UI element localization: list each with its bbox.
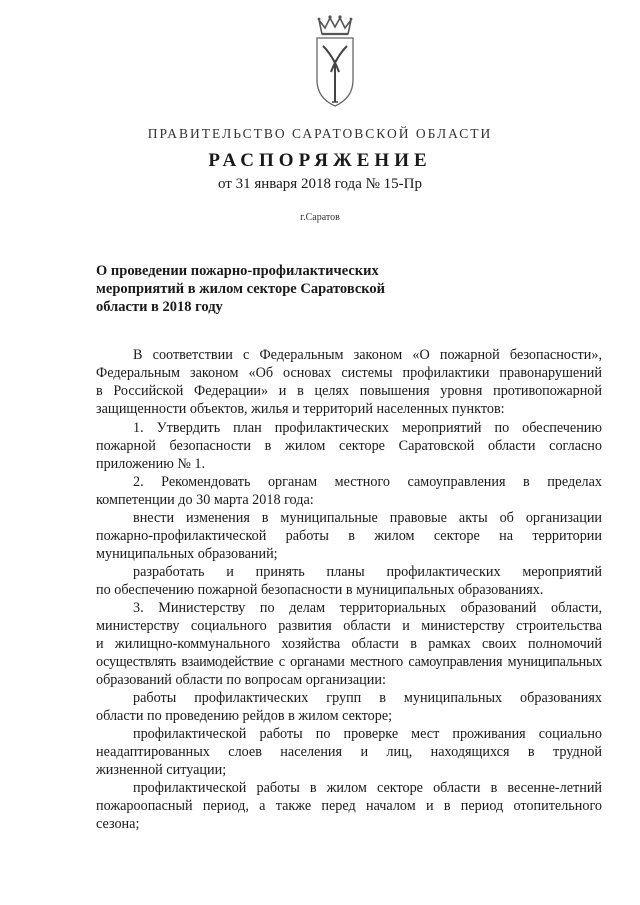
government-name: ПРАВИТЕЛЬСТВО САРАТОВСКОЙ ОБЛАСТИ <box>147 126 493 141</box>
body-line: разработать и принять планы профилактических мероприятий <box>133 564 602 580</box>
body-line: по обеспечению пожарной безопасности в муниципальных образованиях. <box>96 582 544 598</box>
body-line: сезона; <box>96 816 140 832</box>
body-line: образований области по вопросам организации: <box>96 672 386 688</box>
saratov-region-emblem-icon <box>303 10 367 110</box>
body-line: приложению № 1. <box>96 456 206 472</box>
body-line: внести изменения в муниципальные правовые акты об организации <box>133 510 602 526</box>
document-type: РАСПОРЯЖЕНИЕ <box>208 150 432 171</box>
body-line: области по проведению рейдов в жилом секторе; <box>96 708 393 724</box>
body-line: В соответствии с Федеральным законом «О пожарной безопасности», <box>133 347 602 363</box>
body-line: и жилищно-коммунального хозяйства области в рамках своих полномочий <box>96 636 602 652</box>
body-line: компетенции до 30 марта 2018 года: <box>96 492 314 508</box>
body-line: министерству социального развития области и министерству строительства <box>96 618 602 634</box>
body-line: профилактической работы в жилом секторе области в весенне-летний <box>133 780 602 796</box>
body-line: работы профилактических групп в муниципальных образованиях <box>133 690 602 706</box>
title-line: мероприятий в жилом секторе Саратовской <box>96 281 386 297</box>
body-line: пожарно-профилактической работы в жилом секторе на территории <box>96 528 602 544</box>
body-line: муниципальных образований; <box>96 546 278 562</box>
body-line: пожароопасный период, а также перед началом и в период отопительного <box>96 798 602 814</box>
body-line: 2. Рекомендовать органам местного самоуправления в пределах <box>133 474 602 490</box>
document-city: г.Саратов <box>300 212 340 223</box>
body-line: 1. Утвердить план профилактических мероприятий по обеспечению <box>133 420 602 436</box>
body-line: в Российской Федерации» и в целях повышения уровня противопожарной <box>96 383 602 399</box>
body-line: осуществлять взаимодействие с органами местного самоуправления муниципальных <box>96 654 602 670</box>
body-line: 3. Министерству по делам территориальных образований области, <box>133 600 602 616</box>
body-line: неадаптированных слоев населения и лиц, находящихся в трудной <box>96 744 602 760</box>
body-line: Федеральным законом «Об основах системы профилактики правонарушений <box>96 365 602 381</box>
body-line: защищенности объектов, жилья и территорий населенных пунктов: <box>96 401 505 417</box>
body-line: профилактической работы по проверке мест проживания социально <box>133 726 602 742</box>
body-line: жизненной ситуации; <box>96 762 227 778</box>
title-line: области в 2018 году <box>96 299 223 315</box>
document-date-number: от 31 января 2018 года № 15-Пр <box>217 176 422 192</box>
document-title <box>96 262 426 316</box>
title-line: О проведении пожарно-профилактических <box>96 263 379 279</box>
body-line: пожарной безопасности в жилом секторе Саратовской области согласно <box>96 438 602 454</box>
